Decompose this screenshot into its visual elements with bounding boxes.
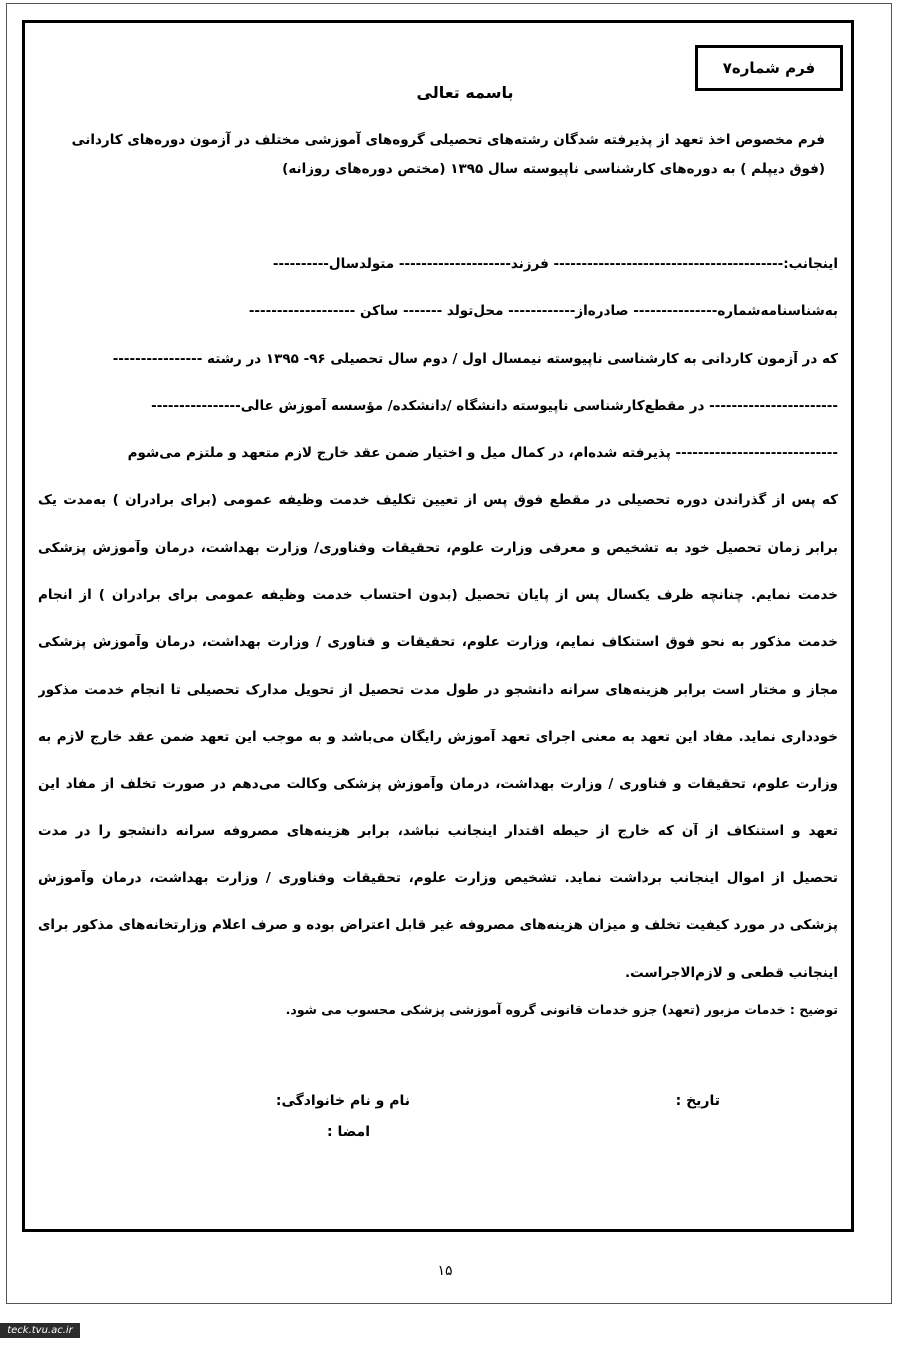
body-line: ----------------------------- پذیرفته شده‌ام، در کمال میل و اختیار ضمن عقد خارج لازم متعهد و ملتزم می‌شوم bbox=[127, 445, 838, 461]
body-line: خدمت نمایم. چنانچه ظرف یکسال پس از پایان تحصیل (بدون احتساب خدمت وظیفه عمومی برای برادران ) از انجام bbox=[38, 587, 838, 603]
body-line: که پس از گذراندن دوره تحصیلی در مقطع فوق پس از تعیین تکلیف خدمت وظیفه عمومی (برای برادران ) به‌مدت یک bbox=[38, 492, 838, 508]
explanatory-note: توضیح : خدمات مزبور (تعهد) جزو خدمات قانونی گروه آموزشی پزشکی محسوب می شود. bbox=[285, 1002, 838, 1017]
field-line-exam: که در آزمون کاردانی به کارشناسی ناپیوسته نیمسال اول / دوم سال تحصیلی ۹۶- ۱۳۹۵ در رشته ---------------- bbox=[112, 351, 838, 367]
form-number-box bbox=[695, 45, 843, 91]
field-line-university: ----------------------- در مقطع‌کارشناسی ناپیوسته دانشگاه /دانشکده/ مؤسسه آموزش عالی---------------- bbox=[151, 398, 838, 414]
body-line: تعهد و استنکاف از آن که خارج از حیطه اقتدار اینجانب نباشد، برابر هزینه‌های مصروفه سرانه دانشجو را در مدت bbox=[38, 823, 838, 839]
signature-label: امضا : bbox=[327, 1124, 370, 1140]
page-number: ۱۵ bbox=[437, 1263, 453, 1279]
body-line: خدمت مذکور به نحو فوق استنکاف نمایم، وزارت علوم، تحقیقات و فناوری / وزارت بهداشت، درمان وآموزش پزشکی bbox=[38, 634, 838, 650]
form-frame bbox=[22, 20, 854, 1232]
field-line-id: به‌شناسنامه‌شماره--------------- صادره‌از------------ محل‌تولد ------- ساکن ------------------- bbox=[248, 303, 838, 319]
footer-logo bbox=[0, 1323, 80, 1338]
heading: باسمه تعالی bbox=[416, 83, 514, 102]
form-number: فرم شماره۷ bbox=[722, 59, 816, 77]
date-label: تاریخ : bbox=[675, 1093, 720, 1109]
field-line-name: اینجانب:----------------------------------------- فرزند-------------------- متولدسال---------- bbox=[272, 256, 838, 272]
body-line: خودداری نماید. مفاد این تعهد به معنی اجرای تعهد آموزش رایگان می‌باشد و به موجب این تعهد ضمن عقد خارج لازم به bbox=[38, 729, 838, 745]
body-line-last: اینجانب قطعی و لازم‌الاجراست. bbox=[625, 965, 838, 981]
body-line: وزارت علوم، تحقیقات و فناوری / وزارت بهداشت، درمان وآموزش پزشکی وکالت می‌دهم در صورت تخلف از مفاد این bbox=[38, 776, 838, 792]
name-label: نام و نام خانوادگی: bbox=[275, 1093, 410, 1109]
body-line: برابر زمان تحصیل خود به تشخیص و معرفی وزارت علوم، تحقیقات وفناوری/ وزارت بهداشت، درمان وآموزش پزشکی bbox=[38, 540, 838, 556]
body-line: پزشکی در مورد کیفیت تخلف و میزان هزینه‌های مصروفه غیر قابل اعتراض بوده و صرف اعلام وزارتخانه‌های مذکور برای bbox=[38, 917, 838, 933]
form-subtitle: فرم مخصوص اخذ تعهد از پذیرفته شدگان رشته‌های تحصیلی گروه‌های آموزشی مختلف در آزمون دوره‌های کاردانی (فوق دیپلم ) به دوره‌های کارشناسی ناپیوسته سال ۱۳۹۵ (مختص دوره‌های روزانه) bbox=[71, 132, 825, 177]
body-line: تحصیل از اموال اینجانب برداشت نماید. تشخیص وزارت علوم، تحقیقات وفناوری / وزارت بهداشت، درمان وآموزش bbox=[38, 870, 838, 886]
footer-logo-text: teck.tvu.ac.ir bbox=[7, 1325, 73, 1336]
body-line: مجاز و مختار است برابر هزینه‌های سرانه دانشجو در طول مدت تحصیل از تحویل مدارک تحصیلی تا انجام خدمت مذکور bbox=[38, 682, 838, 698]
